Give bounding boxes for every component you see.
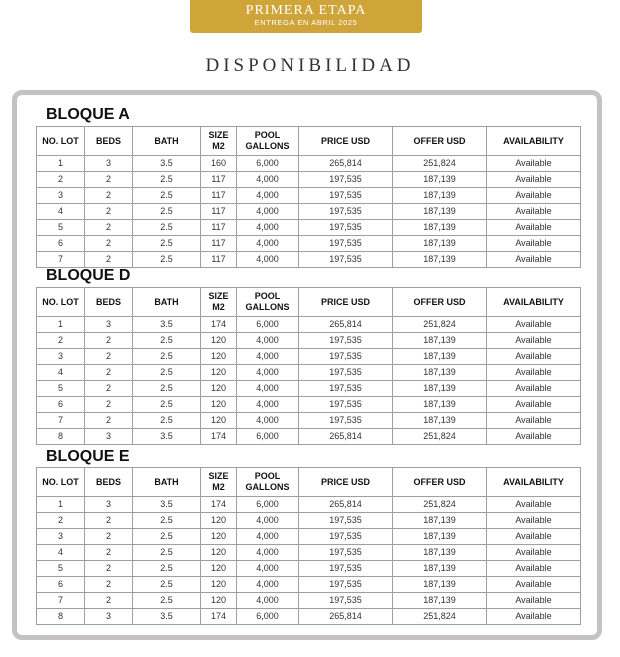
cell-availability: Available (487, 513, 581, 529)
cell-size: 117 (201, 220, 237, 236)
cell-bath: 2.5 (133, 349, 201, 365)
cell-pool: 4,000 (237, 204, 299, 220)
cell-lot: 3 (37, 349, 85, 365)
block-title: BLOQUE A (46, 106, 130, 123)
cell-bath: 2.5 (133, 593, 201, 609)
cell-beds: 3 (85, 156, 133, 172)
col-header-pool (237, 127, 299, 156)
cell-availability: Available (487, 381, 581, 397)
table-row (37, 577, 581, 593)
cell-availability: Available (487, 156, 581, 172)
col-header-price: PRICE USD (299, 127, 393, 156)
cell-size: 120 (201, 513, 237, 529)
cell-beds: 2 (85, 365, 133, 381)
table-row (37, 220, 581, 236)
cell-lot: 8 (37, 429, 85, 445)
cell-beds: 2 (85, 349, 133, 365)
cell-availability: Available (487, 333, 581, 349)
cell-offer: 251,824 (393, 156, 487, 172)
lots-table (36, 287, 581, 445)
cell-beds: 2 (85, 188, 133, 204)
col-header-pool-line2: GALLONS (245, 302, 290, 312)
cell-availability: Available (487, 429, 581, 445)
cell-lot: 6 (37, 577, 85, 593)
cell-offer: 251,824 (393, 497, 487, 513)
cell-beds: 2 (85, 513, 133, 529)
cell-lot: 5 (37, 220, 85, 236)
table-row (37, 529, 581, 545)
cell-price: 197,535 (299, 545, 393, 561)
cell-offer: 251,824 (393, 429, 487, 445)
cell-pool: 6,000 (237, 497, 299, 513)
cell-offer: 187,139 (393, 561, 487, 577)
cell-bath: 2.5 (133, 381, 201, 397)
cell-bath: 2.5 (133, 172, 201, 188)
cell-pool: 4,000 (237, 188, 299, 204)
table-row (37, 593, 581, 609)
cell-lot: 2 (37, 172, 85, 188)
cell-bath: 2.5 (133, 529, 201, 545)
table-row (37, 413, 581, 429)
cell-beds: 2 (85, 397, 133, 413)
cell-pool: 4,000 (237, 349, 299, 365)
cell-lot: 7 (37, 252, 85, 268)
cell-bath: 2.5 (133, 397, 201, 413)
cell-size: 120 (201, 561, 237, 577)
cell-lot: 3 (37, 188, 85, 204)
block-title: BLOQUE D (46, 267, 131, 284)
cell-lot: 1 (37, 317, 85, 333)
cell-beds: 2 (85, 220, 133, 236)
cell-availability: Available (487, 397, 581, 413)
cell-size: 117 (201, 204, 237, 220)
table-row (37, 609, 581, 625)
cell-bath: 2.5 (133, 561, 201, 577)
cell-availability: Available (487, 236, 581, 252)
cell-bath: 2.5 (133, 204, 201, 220)
cell-size: 120 (201, 529, 237, 545)
col-header-pool (237, 468, 299, 497)
cell-lot: 5 (37, 381, 85, 397)
cell-price: 197,535 (299, 413, 393, 429)
col-header-pool-line1: POOL (254, 130, 281, 140)
cell-price: 265,814 (299, 317, 393, 333)
cell-price: 197,535 (299, 365, 393, 381)
cell-lot: 6 (37, 397, 85, 413)
table-row (37, 349, 581, 365)
cell-bath: 3.5 (133, 609, 201, 625)
cell-price: 197,535 (299, 333, 393, 349)
cell-lot: 4 (37, 204, 85, 220)
cell-beds: 2 (85, 413, 133, 429)
table-row (37, 429, 581, 445)
cell-price: 265,814 (299, 429, 393, 445)
cell-pool: 6,000 (237, 609, 299, 625)
cell-offer: 187,139 (393, 349, 487, 365)
cell-price: 197,535 (299, 236, 393, 252)
cell-price: 197,535 (299, 529, 393, 545)
table-row (37, 172, 581, 188)
col-header-size (201, 127, 237, 156)
cell-lot: 2 (37, 513, 85, 529)
cell-price: 197,535 (299, 513, 393, 529)
cell-availability: Available (487, 593, 581, 609)
block-title: BLOQUE E (46, 448, 130, 465)
cell-pool: 4,000 (237, 413, 299, 429)
cell-size: 117 (201, 188, 237, 204)
cell-offer: 187,139 (393, 413, 487, 429)
col-header-price: PRICE USD (299, 468, 393, 497)
cell-availability: Available (487, 545, 581, 561)
col-header-availability: AVAILABILITY (487, 288, 581, 317)
cell-bath: 3.5 (133, 317, 201, 333)
col-header-pool-line1: POOL (254, 471, 281, 481)
cell-bath: 3.5 (133, 497, 201, 513)
cell-offer: 187,139 (393, 365, 487, 381)
cell-lot: 6 (37, 236, 85, 252)
cell-offer: 187,139 (393, 204, 487, 220)
cell-lot: 1 (37, 156, 85, 172)
header-row (37, 468, 581, 497)
cell-beds: 2 (85, 252, 133, 268)
cell-offer: 251,824 (393, 609, 487, 625)
col-header-size (201, 468, 237, 497)
cell-beds: 2 (85, 381, 133, 397)
table-row (37, 333, 581, 349)
col-header-size-line2: M2 (212, 302, 225, 312)
cell-pool: 6,000 (237, 156, 299, 172)
col-header-offer: OFFER USD (393, 468, 487, 497)
cell-price: 197,535 (299, 381, 393, 397)
cell-offer: 187,139 (393, 220, 487, 236)
cell-beds: 2 (85, 593, 133, 609)
cell-offer: 187,139 (393, 381, 487, 397)
cell-size: 120 (201, 333, 237, 349)
lots-table (36, 467, 581, 625)
cell-bath: 2.5 (133, 545, 201, 561)
table-row (37, 497, 581, 513)
cell-offer: 187,139 (393, 236, 487, 252)
cell-pool: 6,000 (237, 429, 299, 445)
cell-bath: 3.5 (133, 429, 201, 445)
cell-bath: 2.5 (133, 413, 201, 429)
cell-size: 120 (201, 577, 237, 593)
cell-bath: 2.5 (133, 365, 201, 381)
cell-size: 117 (201, 252, 237, 268)
table-row (37, 188, 581, 204)
lots-table (36, 126, 581, 268)
cell-pool: 4,000 (237, 593, 299, 609)
cell-offer: 251,824 (393, 317, 487, 333)
col-header-size-line2: M2 (212, 482, 225, 492)
col-header-size-line1: SIZE (208, 471, 229, 481)
cell-availability: Available (487, 609, 581, 625)
table-row (37, 156, 581, 172)
cell-availability: Available (487, 413, 581, 429)
cell-offer: 187,139 (393, 172, 487, 188)
cell-beds: 2 (85, 333, 133, 349)
cell-availability: Available (487, 561, 581, 577)
cell-size: 120 (201, 545, 237, 561)
cell-bath: 2.5 (133, 252, 201, 268)
cell-availability: Available (487, 252, 581, 268)
cell-pool: 4,000 (237, 236, 299, 252)
col-header-lot: NO. LOT (37, 468, 85, 497)
cell-beds: 2 (85, 545, 133, 561)
cell-price: 197,535 (299, 220, 393, 236)
cell-beds: 2 (85, 529, 133, 545)
cell-size: 120 (201, 413, 237, 429)
table-row (37, 252, 581, 268)
col-header-availability: AVAILABILITY (487, 127, 581, 156)
cell-pool: 4,000 (237, 365, 299, 381)
cell-lot: 3 (37, 529, 85, 545)
table-row (37, 545, 581, 561)
col-header-beds: BEDS (85, 468, 133, 497)
cell-size: 174 (201, 609, 237, 625)
table-row (37, 381, 581, 397)
col-header-bath: BATH (133, 468, 201, 497)
cell-bath: 2.5 (133, 513, 201, 529)
cell-price: 197,535 (299, 397, 393, 413)
cell-lot: 8 (37, 609, 85, 625)
col-header-pool-line2: GALLONS (245, 482, 290, 492)
cell-lot: 7 (37, 413, 85, 429)
cell-size: 117 (201, 172, 237, 188)
cell-size: 174 (201, 429, 237, 445)
cell-price: 265,814 (299, 497, 393, 513)
cell-pool: 4,000 (237, 381, 299, 397)
cell-availability: Available (487, 365, 581, 381)
col-header-offer: OFFER USD (393, 288, 487, 317)
cell-price: 197,535 (299, 172, 393, 188)
cell-size: 120 (201, 593, 237, 609)
cell-offer: 187,139 (393, 545, 487, 561)
cell-offer: 187,139 (393, 593, 487, 609)
col-header-size (201, 288, 237, 317)
cell-pool: 6,000 (237, 317, 299, 333)
cell-beds: 3 (85, 609, 133, 625)
cell-beds: 2 (85, 204, 133, 220)
cell-availability: Available (487, 204, 581, 220)
cell-bath: 2.5 (133, 188, 201, 204)
col-header-size-line1: SIZE (208, 130, 229, 140)
cell-lot: 7 (37, 593, 85, 609)
page-title: DISPONIBILIDAD (205, 55, 415, 76)
cell-beds: 3 (85, 497, 133, 513)
cell-bath: 2.5 (133, 220, 201, 236)
stage-title: PRIMERA ETAPA (245, 3, 367, 18)
table-row (37, 561, 581, 577)
cell-availability: Available (487, 497, 581, 513)
cell-size: 120 (201, 365, 237, 381)
cell-availability: Available (487, 529, 581, 545)
cell-lot: 5 (37, 561, 85, 577)
cell-offer: 187,139 (393, 252, 487, 268)
cell-availability: Available (487, 577, 581, 593)
cell-availability: Available (487, 220, 581, 236)
col-header-offer: OFFER USD (393, 127, 487, 156)
cell-beds: 2 (85, 172, 133, 188)
cell-offer: 187,139 (393, 577, 487, 593)
cell-pool: 4,000 (237, 577, 299, 593)
cell-lot: 4 (37, 365, 85, 381)
cell-lot: 2 (37, 333, 85, 349)
table-row (37, 236, 581, 252)
cell-beds: 3 (85, 317, 133, 333)
cell-bath: 2.5 (133, 333, 201, 349)
cell-beds: 3 (85, 429, 133, 445)
cell-size: 174 (201, 317, 237, 333)
cell-pool: 4,000 (237, 333, 299, 349)
table-row (37, 513, 581, 529)
col-header-beds: BEDS (85, 288, 133, 317)
cell-pool: 4,000 (237, 220, 299, 236)
col-header-bath: BATH (133, 288, 201, 317)
cell-lot: 4 (37, 545, 85, 561)
cell-price: 197,535 (299, 593, 393, 609)
cell-price: 197,535 (299, 349, 393, 365)
cell-price: 265,814 (299, 609, 393, 625)
stage-banner (190, 0, 422, 33)
cell-price: 197,535 (299, 252, 393, 268)
col-header-availability: AVAILABILITY (487, 468, 581, 497)
cell-availability: Available (487, 188, 581, 204)
col-header-size-line2: M2 (212, 141, 225, 151)
cell-offer: 187,139 (393, 188, 487, 204)
cell-bath: 2.5 (133, 577, 201, 593)
col-header-pool-line1: POOL (254, 291, 281, 301)
col-header-size-line1: SIZE (208, 291, 229, 301)
col-header-bath: BATH (133, 127, 201, 156)
cell-beds: 2 (85, 577, 133, 593)
cell-price: 197,535 (299, 188, 393, 204)
col-header-pool-line2: GALLONS (245, 141, 290, 151)
header-row (37, 288, 581, 317)
cell-bath: 3.5 (133, 156, 201, 172)
cell-price: 197,535 (299, 561, 393, 577)
cell-lot: 1 (37, 497, 85, 513)
cell-offer: 187,139 (393, 333, 487, 349)
cell-size: 120 (201, 381, 237, 397)
cell-size: 160 (201, 156, 237, 172)
table-row (37, 397, 581, 413)
cell-beds: 2 (85, 236, 133, 252)
col-header-beds: BEDS (85, 127, 133, 156)
cell-pool: 4,000 (237, 252, 299, 268)
col-header-price: PRICE USD (299, 288, 393, 317)
cell-pool: 4,000 (237, 561, 299, 577)
cell-price: 197,535 (299, 204, 393, 220)
col-header-pool (237, 288, 299, 317)
cell-offer: 187,139 (393, 397, 487, 413)
cell-size: 174 (201, 497, 237, 513)
col-header-lot: NO. LOT (37, 288, 85, 317)
cell-availability: Available (487, 172, 581, 188)
cell-pool: 4,000 (237, 397, 299, 413)
table-row (37, 204, 581, 220)
delivery-date: ENTREGA EN ABRIL 2025 (254, 18, 358, 27)
cell-pool: 4,000 (237, 172, 299, 188)
cell-price: 197,535 (299, 577, 393, 593)
cell-availability: Available (487, 349, 581, 365)
cell-pool: 4,000 (237, 545, 299, 561)
table-row (37, 317, 581, 333)
cell-pool: 4,000 (237, 513, 299, 529)
cell-size: 117 (201, 236, 237, 252)
cell-offer: 187,139 (393, 529, 487, 545)
table-row (37, 365, 581, 381)
cell-size: 120 (201, 349, 237, 365)
cell-availability: Available (487, 317, 581, 333)
cell-price: 265,814 (299, 156, 393, 172)
cell-bath: 2.5 (133, 236, 201, 252)
header-row (37, 127, 581, 156)
cell-beds: 2 (85, 561, 133, 577)
col-header-lot: NO. LOT (37, 127, 85, 156)
cell-pool: 4,000 (237, 529, 299, 545)
cell-offer: 187,139 (393, 513, 487, 529)
cell-size: 120 (201, 397, 237, 413)
